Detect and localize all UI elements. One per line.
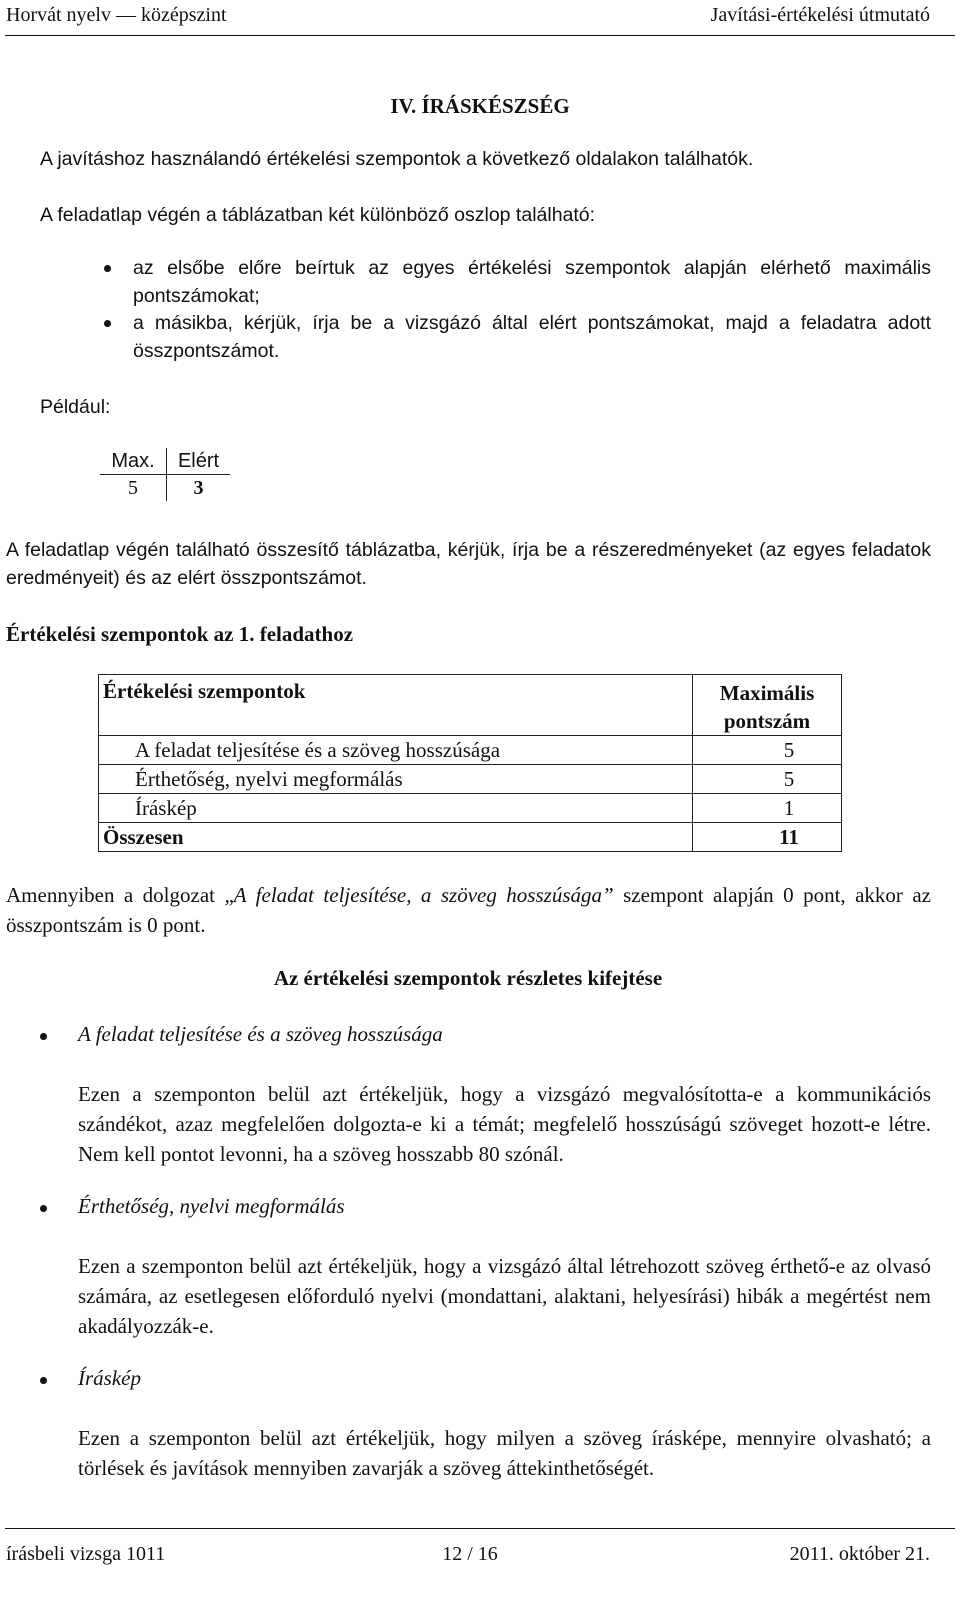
table-row <box>99 794 842 823</box>
detail-title: A feladat teljesítése és a szöveg hosszúsága <box>78 1022 443 1046</box>
bullet-icon <box>40 1377 47 1384</box>
detail-title: Íráskép <box>78 1366 141 1390</box>
rule-note-pre: Amennyiben a dolgozat „ <box>6 883 234 907</box>
example-reached-value: 3 <box>167 475 231 502</box>
footer-rule <box>5 1528 955 1529</box>
summary-note: A feladatlap végén található összesítő táblázatba, kérjük, írja be a részeredményeket (az egyes feladatok eredményeit) és az elért összpontszámot. <box>6 539 931 589</box>
bullet-icon <box>104 320 111 327</box>
criteria-row-label: Érthetőség, nyelvi megformálás <box>99 765 693 794</box>
header-left: Horvát nyelv — középszint <box>6 4 227 26</box>
intro-line-2: A feladatlap végén a táblázatban két különböző oszlop található: <box>40 204 596 226</box>
criteria-row-points: 5 <box>693 765 842 794</box>
detail-body: Ezen a szemponton belül azt értékeljük, hogy a vizsgázó megvalósította-e a kommunikációs szándékot, azaz megfelelően dolgozta-e ki a témát; megfelelő hosszúságú szöveget hozott-e létre. Nem kell pontot levonni, ha a szöveg hosszabb 80 szónál. <box>78 1082 931 1166</box>
criteria-heading: Értékelési szempontok az 1. feladathoz <box>6 622 354 646</box>
example-header-max: Max. <box>100 448 167 475</box>
criteria-col2-header: Maximális pontszám <box>693 675 842 736</box>
intro-line-1: A javításhoz használandó értékelési szempontok a következő oldalakon találhatók. <box>40 148 754 170</box>
footer-left: írásbeli vizsga 1011 <box>6 1543 166 1565</box>
criteria-table <box>98 674 842 852</box>
table-row <box>99 823 842 852</box>
footer-page-number: 12 / 16 <box>442 1543 498 1565</box>
rule-note-italic: A feladat teljesítése, a szöveg hosszúsága” <box>233 883 614 907</box>
section-title: IV. ÍRÁSKÉSZSÉG <box>390 94 570 118</box>
bullet-icon <box>104 265 111 272</box>
intro-bullet-1: az elsőbe előre beírtuk az egyes értékelési szempontok alapján elérhető maximális pontszámokat; <box>133 257 931 307</box>
example-label: Például: <box>40 396 111 418</box>
criteria-total-points: 11 <box>693 823 842 852</box>
table-row <box>99 765 842 794</box>
criteria-row-points: 5 <box>693 736 842 765</box>
example-table <box>100 448 230 501</box>
detail-body: Ezen a szemponton belül azt értékeljük, hogy a vizsgázó által létrehozott szöveg érthető-e az olvasó számára, az esetlegesen előforduló nyelvi (mondattani, alaktani, helyesírási) hibák a megértést nem akadályozzák-e. <box>78 1254 931 1338</box>
criteria-row-label: A feladat teljesítése és a szöveg hosszúsága <box>99 736 693 765</box>
header-rule <box>5 35 955 36</box>
details-heading: Az értékelési szempontok részletes kifejtése <box>273 966 663 990</box>
table-row <box>99 736 842 765</box>
example-header-reached: Elért <box>167 448 231 475</box>
detail-title: Érthetőség, nyelvi megformálás <box>78 1194 345 1218</box>
criteria-row-points: 1 <box>693 794 842 823</box>
bullet-icon <box>40 1205 47 1212</box>
detail-body: Ezen a szemponton belül azt értékeljük, hogy milyen a szöveg írásképe, mennyire olvasható; a törlések és javítások mennyiben zavarják a szöveg áttekinthetőségét. <box>78 1426 931 1480</box>
criteria-total-label: Összesen <box>99 823 693 852</box>
example-max-value: 5 <box>100 475 167 502</box>
criteria-row-label: Íráskép <box>99 794 693 823</box>
footer-date: 2011. október 21. <box>789 1543 930 1565</box>
intro-bullet-2: a másikba, kérjük, írja be a vizsgázó által elért pontszámokat, majd a feladatra adott összpontszámot. <box>133 312 931 362</box>
rule-note <box>6 880 931 940</box>
header-right: Javítási-értékelési útmutató <box>710 4 930 26</box>
rule-note-post: szempont alapján 0 pont, akkor az összpontszám is 0 pont. <box>6 883 931 937</box>
criteria-col1-header: Értékelési szempontok <box>99 675 693 736</box>
bullet-icon <box>40 1033 47 1040</box>
